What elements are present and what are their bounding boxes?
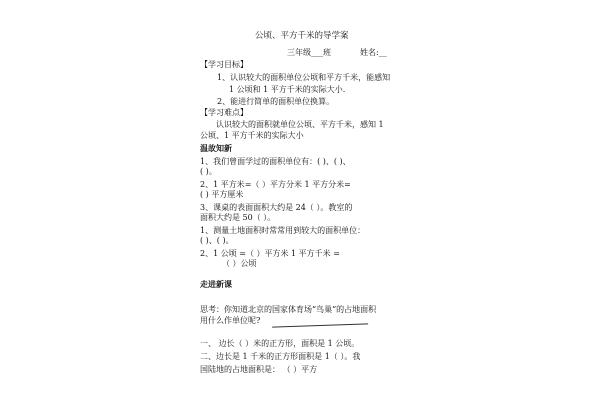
review-heading: 温故知新 bbox=[200, 144, 232, 153]
student-name-field: 姓名:__ bbox=[360, 48, 387, 57]
review-line: （ ）公顷 bbox=[222, 259, 257, 268]
difficulty-line: 认识较大的面积就单位公顷、平方千米，感知 1 bbox=[216, 120, 384, 129]
review-line: ( )、( )。 bbox=[200, 236, 234, 245]
objective-line: 2、能进行简单的面积单位换算。 bbox=[217, 97, 335, 106]
lesson-line: 思考：你知道北京的国家体育场“鸟巢”的占地面积 bbox=[200, 305, 377, 314]
objectives-heading: 【学习目标】 bbox=[200, 60, 248, 69]
review-line: 3、课桌的表面面积大约是 24（ ）。教室的 bbox=[200, 203, 353, 212]
review-line: 1、测量土地面积时常常用到较大的面积单位： bbox=[200, 226, 366, 235]
lesson-line: 二、边长是 1 千米的正方形面积是 1（ ）。我 bbox=[200, 352, 361, 361]
review-line: 2、1 公顷 =（ ）平方米 1 平方千米 = bbox=[200, 249, 340, 258]
lesson-line: 用什么作单位呢? bbox=[200, 316, 261, 325]
objective-line: 1 公顷和 1 平方千米的实际大小. bbox=[229, 85, 346, 94]
difficulty-line: 公顷、1 平方千米的实际大小 bbox=[200, 131, 304, 140]
handwritten-underline bbox=[272, 316, 368, 327]
review-line: 1、我们曾面学过的面积单位有：( )、( )、 bbox=[200, 157, 351, 166]
page-title: 公顷、平方千米的导学案 bbox=[255, 31, 349, 41]
lesson-line: 国陆地的占地面积是： （ ）平方 bbox=[200, 365, 318, 374]
lesson-line: 一、 边长（ ）米的正方形，面积是 1 公顷。 bbox=[200, 339, 360, 348]
review-line: 2、1 平方米=（ ）平方分米 1 平方分米= bbox=[200, 180, 351, 189]
objective-line: 1、认识较大的面积单位公顷和平方千米，能感知 bbox=[217, 73, 391, 82]
grade-class-field: 三年级___班 bbox=[287, 48, 331, 57]
review-line: 面积大约是 50（ ）。 bbox=[200, 213, 276, 222]
review-line: ( ) 平方厘米 bbox=[200, 190, 244, 199]
new-lesson-heading: 走进新课 bbox=[200, 280, 232, 289]
review-line: ( )。 bbox=[200, 167, 217, 176]
difficulties-heading: 【学习难点】 bbox=[200, 108, 248, 117]
